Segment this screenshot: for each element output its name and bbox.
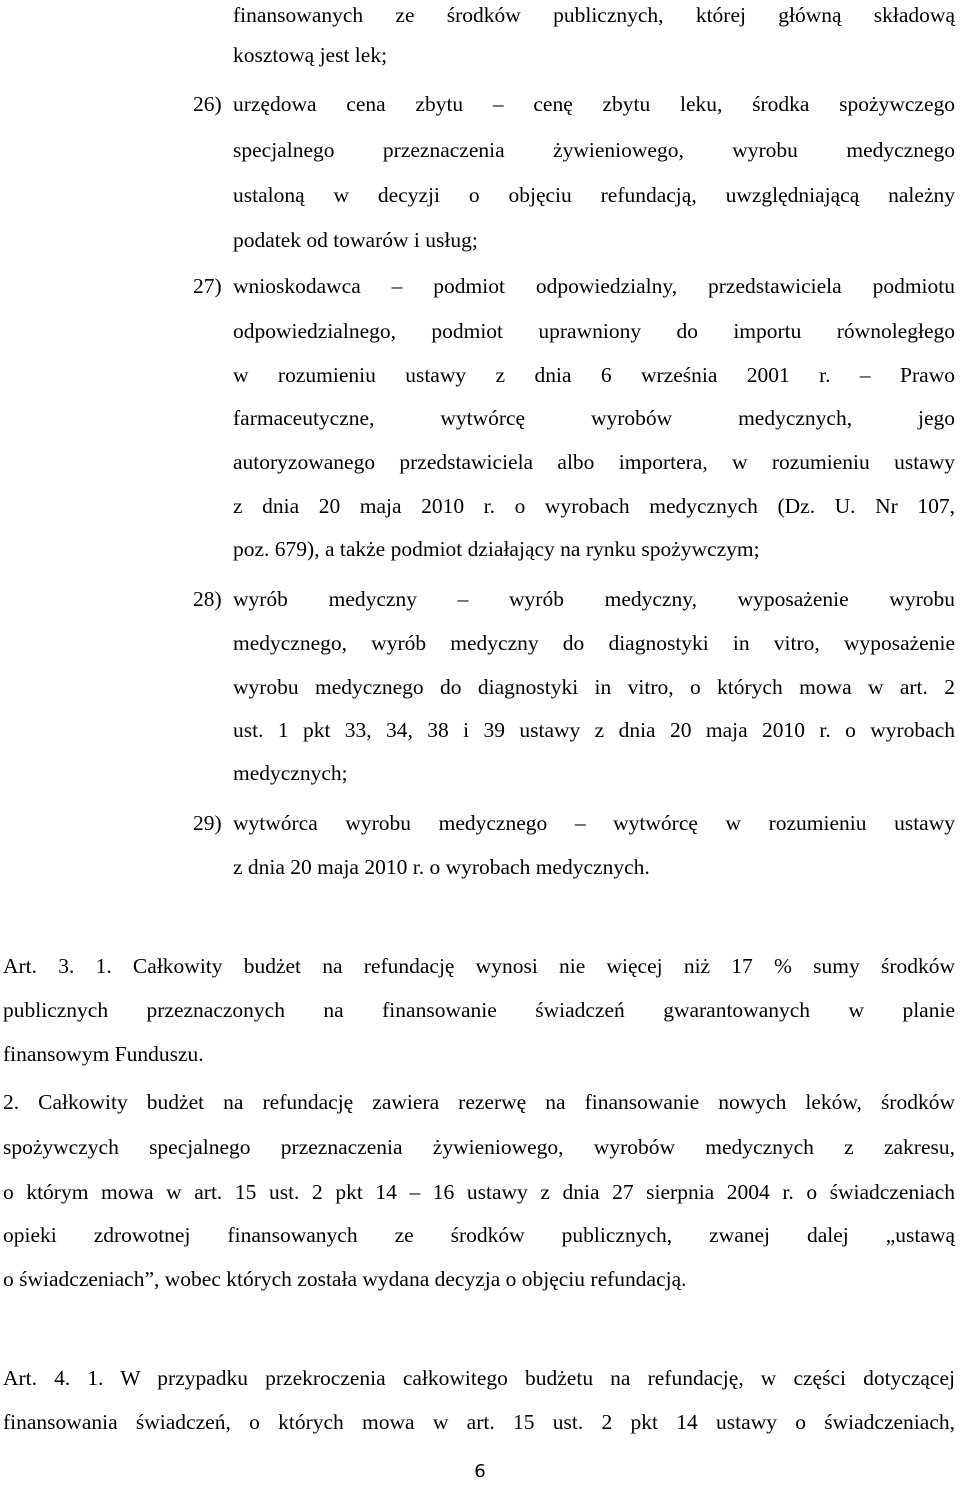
item-28-line-5: medycznych;: [233, 761, 348, 785]
art-3-para-2-line-3: o którym mowa w art. 15 ust. 2 pkt 14 – 16 ustawy z dnia 27 sierpnia 2004 r. o świadczeniach: [3, 1180, 955, 1204]
item-29-line-1: wytwórca wyrobu medycznego – wytwórcę w rozumieniu ustawy: [233, 811, 955, 835]
item-27-line-2: odpowiedzialnego, podmiot uprawniony do importu równoległego: [233, 319, 955, 343]
item-25-line-2: kosztową jest lek;: [233, 43, 388, 67]
item-27-line-7: poz. 679), a także podmiot działający na rynku spożywczym;: [233, 537, 760, 561]
item-26-line-3: ustaloną w decyzji o objęciu refundacją, uwzględniającą należny: [233, 183, 955, 207]
item-28-line-2: medycznego, wyrób medyczny do diagnostyki in vitro, wyposażenie: [233, 631, 955, 655]
item-28-line-4: ust. 1 pkt 33, 34, 38 i 39 ustawy z dnia 20 maja 2010 r. o wyrobach: [233, 718, 955, 742]
art-3-para-1-line-3: finansowym Funduszu.: [3, 1042, 204, 1066]
art-3-para-2-line-5: o świadczeniach”, wobec których została wydana decyzja o objęciu refundacją.: [3, 1267, 687, 1291]
item-28-line-1: wyrób medyczny – wyrób medyczny, wyposażenie wyrobu: [233, 587, 955, 611]
art-3-para-1-line-1: Art. 3. 1. Całkowity budżet na refundację wynosi nie więcej niż 17 % sumy środków: [3, 954, 955, 978]
item-27-line-3: w rozumieniu ustawy z dnia 6 września 2001 r. – Prawo: [233, 363, 955, 387]
item-26-line-2: specjalnego przeznaczenia żywieniowego, wyrobu medycznego: [233, 138, 955, 162]
art-4-para-1-line-2: finansowania świadczeń, o których mowa w art. 15 ust. 2 pkt 14 ustawy o świadczeniach,: [3, 1410, 955, 1434]
art-3-para-2-line-4: opieki zdrowotnej finansowanych ze środków publicznych, zwanej dalej „ustawą: [3, 1223, 955, 1247]
item-26-line-4: podatek od towarów i usług;: [233, 228, 478, 252]
item-27-line-5: autoryzowanego przedstawiciela albo importera, w rozumieniu ustawy: [233, 450, 955, 474]
item-27-number: 27): [193, 274, 222, 298]
item-29-line-2: z dnia 20 maja 2010 r. o wyrobach medycznych.: [233, 855, 650, 879]
item-28-line-3: wyrobu medycznego do diagnostyki in vitro, o których mowa w art. 2: [233, 675, 955, 699]
item-25-line-1: finansowanych ze środków publicznych, której główną składową: [233, 3, 955, 27]
page-number: 6: [474, 1461, 486, 1482]
item-27-line-4: farmaceutyczne, wytwórcę wyrobów medycznych, jego: [233, 406, 955, 430]
item-29-number: 29): [193, 811, 222, 835]
art-4-para-1-line-1: Art. 4. 1. W przypadku przekroczenia całkowitego budżetu na refundację, w części dotyczącej: [3, 1366, 955, 1390]
art-3-para-1-line-2: publicznych przeznaczonych na finansowanie świadczeń gwarantowanych w planie: [3, 998, 955, 1022]
item-26-line-1: urzędowa cena zbytu – cenę zbytu leku, środka spożywczego: [233, 92, 955, 116]
art-3-para-2-line-2: spożywczych specjalnego przeznaczenia żywieniowego, wyrobów medycznych z zakresu,: [3, 1135, 955, 1159]
item-28-number: 28): [193, 587, 222, 611]
item-26-number: 26): [193, 92, 222, 116]
art-3-para-2-line-1: 2. Całkowity budżet na refundację zawiera rezerwę na finansowanie nowych leków, środków: [3, 1090, 955, 1114]
item-27-line-6: z dnia 20 maja 2010 r. o wyrobach medycznych (Dz. U. Nr 107,: [233, 494, 955, 518]
item-27-line-1: wnioskodawca – podmiot odpowiedzialny, przedstawiciela podmiotu: [233, 274, 955, 298]
